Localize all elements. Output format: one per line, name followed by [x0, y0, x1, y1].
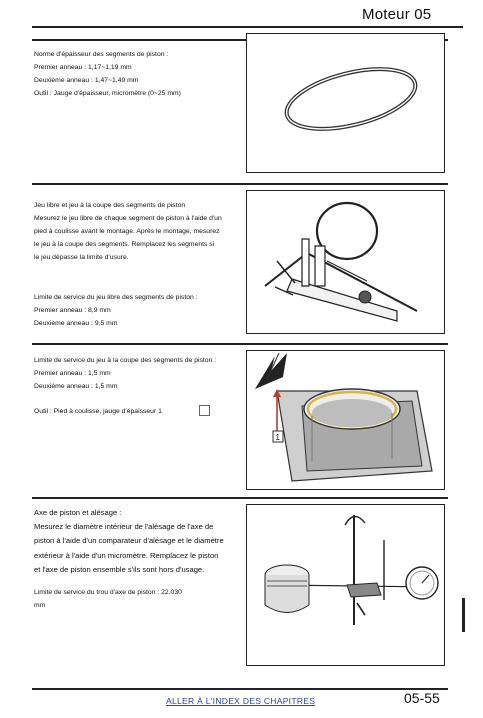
checkbox[interactable] — [199, 405, 210, 416]
bore-gauge-illustration — [247, 505, 444, 665]
text-line: Deuxième anneau : 1,5 mm — [34, 383, 118, 390]
gap-text — [34, 199, 222, 264]
text-line: Mesurez le jeu libre de chaque segment de piston à l'aide d'un — [34, 215, 222, 222]
text-line: Norme d'épaisseur des segments de piston : — [34, 51, 169, 58]
text-line: mm — [34, 602, 46, 609]
piston-ring-illustration — [247, 34, 444, 172]
text-line: Limite de service du trou d'axe de piston : 22.030 — [34, 589, 182, 596]
text-line: Premier anneau : 8,9 mm — [34, 307, 111, 314]
caliper-figure — [246, 190, 445, 334]
cylinder-figure — [246, 350, 445, 490]
page-number: 05-55 — [404, 690, 440, 706]
text-line: Limite de service du jeu à la coupe des segments de piston : — [34, 357, 217, 364]
thickness-text — [34, 48, 181, 100]
callout-label: 1 — [275, 433, 280, 442]
piston-ring-figure — [246, 33, 445, 173]
gap-limit-text — [34, 291, 198, 330]
text-line: Axe de piston et alésage : — [34, 508, 122, 517]
pin-text — [34, 506, 224, 577]
text-line: Jeu libre et jeu à la coupe des segments de piston — [34, 202, 186, 209]
caliper-illustration — [247, 191, 444, 333]
cut-gap-tool — [34, 405, 162, 418]
tool-text: Outil : Pied à coulisse, jauge d'épaisseur 1 — [34, 408, 162, 415]
text-line: extérieur à l'aide d'un micromètre. Remplacez le piston — [34, 550, 219, 560]
bore-gauge-figure — [246, 504, 445, 666]
section-divider — [32, 497, 448, 499]
pin-limit-text — [34, 586, 182, 612]
text-line: Limite de service du jeu libre des segments de piston : — [34, 294, 198, 301]
chapter-title: Moteur 05 — [362, 6, 432, 23]
text-line: Deuxième anneau : 9,5 mm — [34, 320, 118, 327]
text-line: Outil : Jauge d'épaisseur, micromètre (0~25 mm) — [34, 90, 181, 97]
section-divider — [32, 343, 448, 345]
page-marker — [462, 598, 466, 632]
cylinder-illustration — [247, 351, 444, 489]
text-line: Premier anneau : 1,5 mm — [34, 370, 111, 377]
chapter-index-link[interactable]: ALLER À L'INDEX DES CHAPITRES — [166, 696, 316, 706]
text-line: Premier anneau : 1,17~1,19 mm — [34, 64, 132, 71]
text-line: le jeu à la coupe des segments. Remplacez les segments si — [34, 241, 215, 248]
footer-divider — [32, 688, 448, 690]
cut-gap-text — [34, 354, 216, 393]
section-divider — [32, 183, 448, 185]
text-line: et l'axe de piston ensemble s'ils sont hors d'usage. — [34, 564, 205, 574]
text-line: le jeu dépasse la limite d'usure. — [34, 254, 129, 261]
text-line: piston à l'aide d'un comparateur d'alésage et le diamètre — [34, 536, 224, 546]
header-divider — [32, 26, 463, 28]
text-line: pied à coulisse avant le montage. Après le montage, mesurez — [34, 228, 220, 235]
text-line: Mesurez le diamètre intérieur de l'alésage de l'axe de — [34, 522, 214, 532]
text-line: Deuxième anneau : 1,47~1,49 mm — [34, 77, 139, 84]
